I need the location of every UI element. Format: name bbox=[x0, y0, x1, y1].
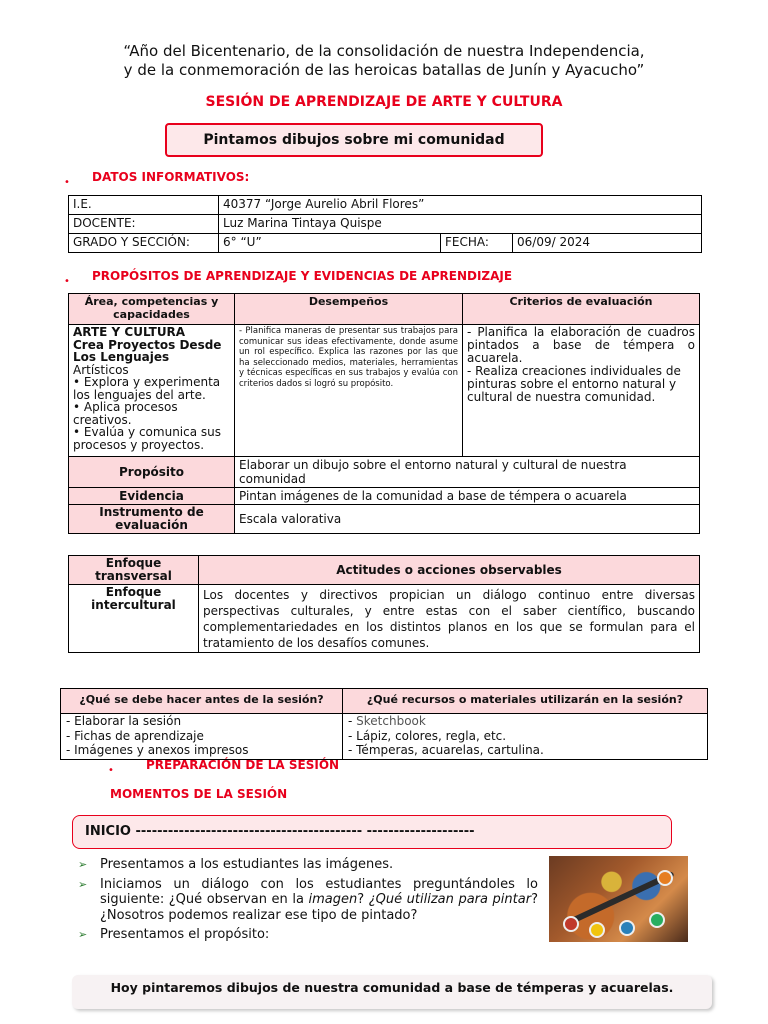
fecha-value: 06/09/ 2024 bbox=[513, 234, 702, 253]
recurso-3: - Témperas, acuarelas, cartulina. bbox=[348, 743, 544, 757]
antes-1: - Elaborar la sesión bbox=[66, 714, 182, 728]
inicio-item-2: Iniciamos un diálogo con los estudiantes preguntándoles lo siguiente: ¿Qué observan en la imagen? ¿Qué utilizan para pintar? ¿Nosotros podemos realizar ese tipo de pintado? bbox=[100, 876, 538, 923]
page-title: SESIÓN DE APRENDIZAJE DE ARTE Y CULTURA bbox=[205, 94, 563, 110]
proposito-label: Propósito bbox=[69, 457, 235, 488]
proposito-value: Elaborar un dibujo sobre el entorno natural y cultural de nuestra comunidad bbox=[235, 457, 700, 488]
criterio-2: - Realiza creaciones individuales de pinturas sobre el entorno natural y cultural de nuestra comunidad. bbox=[467, 364, 681, 404]
capacidad-2: • Aplica procesos creativos. bbox=[73, 400, 178, 427]
recurso-1: - Sketchbook bbox=[348, 714, 426, 728]
datos-table bbox=[68, 195, 702, 253]
bullet: • bbox=[108, 765, 114, 776]
actitudes-text: Los docentes y directivos propician un diálogo continuo entre diversas perspectivas culturales, y entre estas con el saber científico, buscando complementariedades en los distintos planos en los que se formulan para el tratamiento de los desafíos comunes. bbox=[199, 585, 700, 653]
col-actitudes: Actitudes o acciones observables bbox=[199, 556, 700, 585]
antes-2: - Fichas de aprendizaje bbox=[66, 728, 204, 743]
col-criterios: Criterios de evaluación bbox=[463, 294, 700, 325]
arrow-icon: ➢ bbox=[78, 877, 88, 891]
session-subtitle: Pintamos dibujos sobre mi comunidad bbox=[165, 123, 543, 157]
col-desempenos: Desempeños bbox=[235, 294, 463, 325]
fecha-label: FECHA: bbox=[441, 234, 513, 253]
evidencia-label: Evidencia bbox=[69, 488, 235, 505]
col-antes: ¿Qué se debe hacer antes de la sesión? bbox=[61, 689, 343, 714]
recurso-2: - Lápiz, colores, regla, etc. bbox=[348, 728, 507, 743]
criterio-1: - Planifica la elaboración de cuadros pintados a base de témpera o acuarela. bbox=[467, 325, 695, 365]
antes-cell bbox=[61, 714, 343, 760]
evidencia-value: Pintan imágenes de la comunidad a base de témpera o acuarela bbox=[235, 488, 700, 505]
docente-value: Luz Marina Tintaya Quispe bbox=[219, 215, 702, 234]
inicio-list bbox=[78, 857, 538, 947]
capacidad-3: • Evalúa y comunica sus procesos y proyectos. bbox=[73, 425, 222, 452]
motto bbox=[0, 42, 768, 80]
recurso-sketchbook: Sketchbook bbox=[356, 714, 426, 728]
area-title: ARTE Y CULTURA bbox=[73, 325, 186, 339]
recursos-cell bbox=[343, 714, 708, 760]
arrow-icon: ➢ bbox=[78, 858, 88, 871]
enfoque-name: Enfoque intercultural bbox=[69, 585, 199, 653]
competencia-tipo: Artísticos bbox=[73, 362, 129, 377]
instrumento-value: Escala valorativa bbox=[235, 505, 700, 534]
list-item bbox=[78, 877, 538, 924]
proposito-box: Hoy pintaremos dibujos de nuestra comunidad a base de témperas y acuarelas. bbox=[72, 975, 712, 1009]
col-recursos: ¿Qué recursos o materiales utilizarán en la sesión? bbox=[343, 689, 708, 714]
desempeno-cell bbox=[235, 325, 463, 457]
ie-label: I.E. bbox=[69, 196, 219, 215]
criterios-cell bbox=[463, 325, 700, 457]
inicio-item-3: Presentamos el propósito: bbox=[100, 927, 270, 942]
propositos-heading: PROPÓSITOS DE APRENDIZAJE Y EVIDENCIAS DE APRENDIZAJE bbox=[92, 269, 513, 283]
col-enfoque: Enfoque transversal bbox=[69, 556, 199, 585]
preparacion-table bbox=[60, 688, 708, 760]
capacidad-1: • Explora y experimenta los lenguajes del arte. bbox=[73, 375, 221, 402]
grado-value: 6° “U” bbox=[219, 234, 441, 253]
propositos-table bbox=[68, 293, 700, 534]
desempeno-text: - Planifica maneras de presentar sus trabajos para comunicar sus ideas efectivamente, donde asume un rol específico. Explica las razones por las que ha seleccionado medios, materiales, herramientas y técnicas específicas en sus trabajos y evalúa con criterios dados si logró su propósito. bbox=[239, 326, 458, 389]
paint-palette-image bbox=[549, 856, 688, 942]
docente-label: DOCENTE: bbox=[69, 215, 219, 234]
momentos-heading: MOMENTOS DE LA SESIÓN bbox=[110, 787, 288, 801]
list-item bbox=[78, 857, 538, 873]
enfoque-table bbox=[68, 555, 700, 653]
competencia: Crea Proyectos Desde Los Lenguajes bbox=[73, 337, 222, 364]
inicio-item-1: Presentamos a los estudiantes las imágenes. bbox=[100, 857, 394, 872]
preparacion-heading: PREPARACIÓN DE LA SESIÓN bbox=[146, 758, 340, 772]
ie-value: 40377 “Jorge Aurelio Abril Flores” bbox=[219, 196, 702, 215]
grado-label: GRADO Y SECCIÓN: bbox=[69, 234, 219, 253]
arrow-icon: ➢ bbox=[78, 928, 88, 941]
inicio-banner: INICIO ------------------------------------------ -------------------- bbox=[72, 815, 672, 849]
col-area: Área, competencias y capacidades bbox=[69, 294, 235, 325]
instrumento-label: Instrumento de evaluación bbox=[69, 505, 235, 534]
area-cell bbox=[69, 325, 235, 457]
bullet: • bbox=[64, 177, 70, 188]
datos-heading: DATOS INFORMATIVOS: bbox=[92, 170, 250, 184]
antes-3: - Imágenes y anexos impresos bbox=[66, 743, 249, 757]
bullet: • bbox=[64, 276, 70, 287]
motto-line-2: y de la conmemoración de las heroicas batallas de Junín y Ayacucho” bbox=[123, 61, 645, 79]
motto-line-1: “Año del Bicentenario, de la consolidación de nuestra Independencia, bbox=[123, 42, 645, 60]
list-item bbox=[78, 927, 538, 943]
